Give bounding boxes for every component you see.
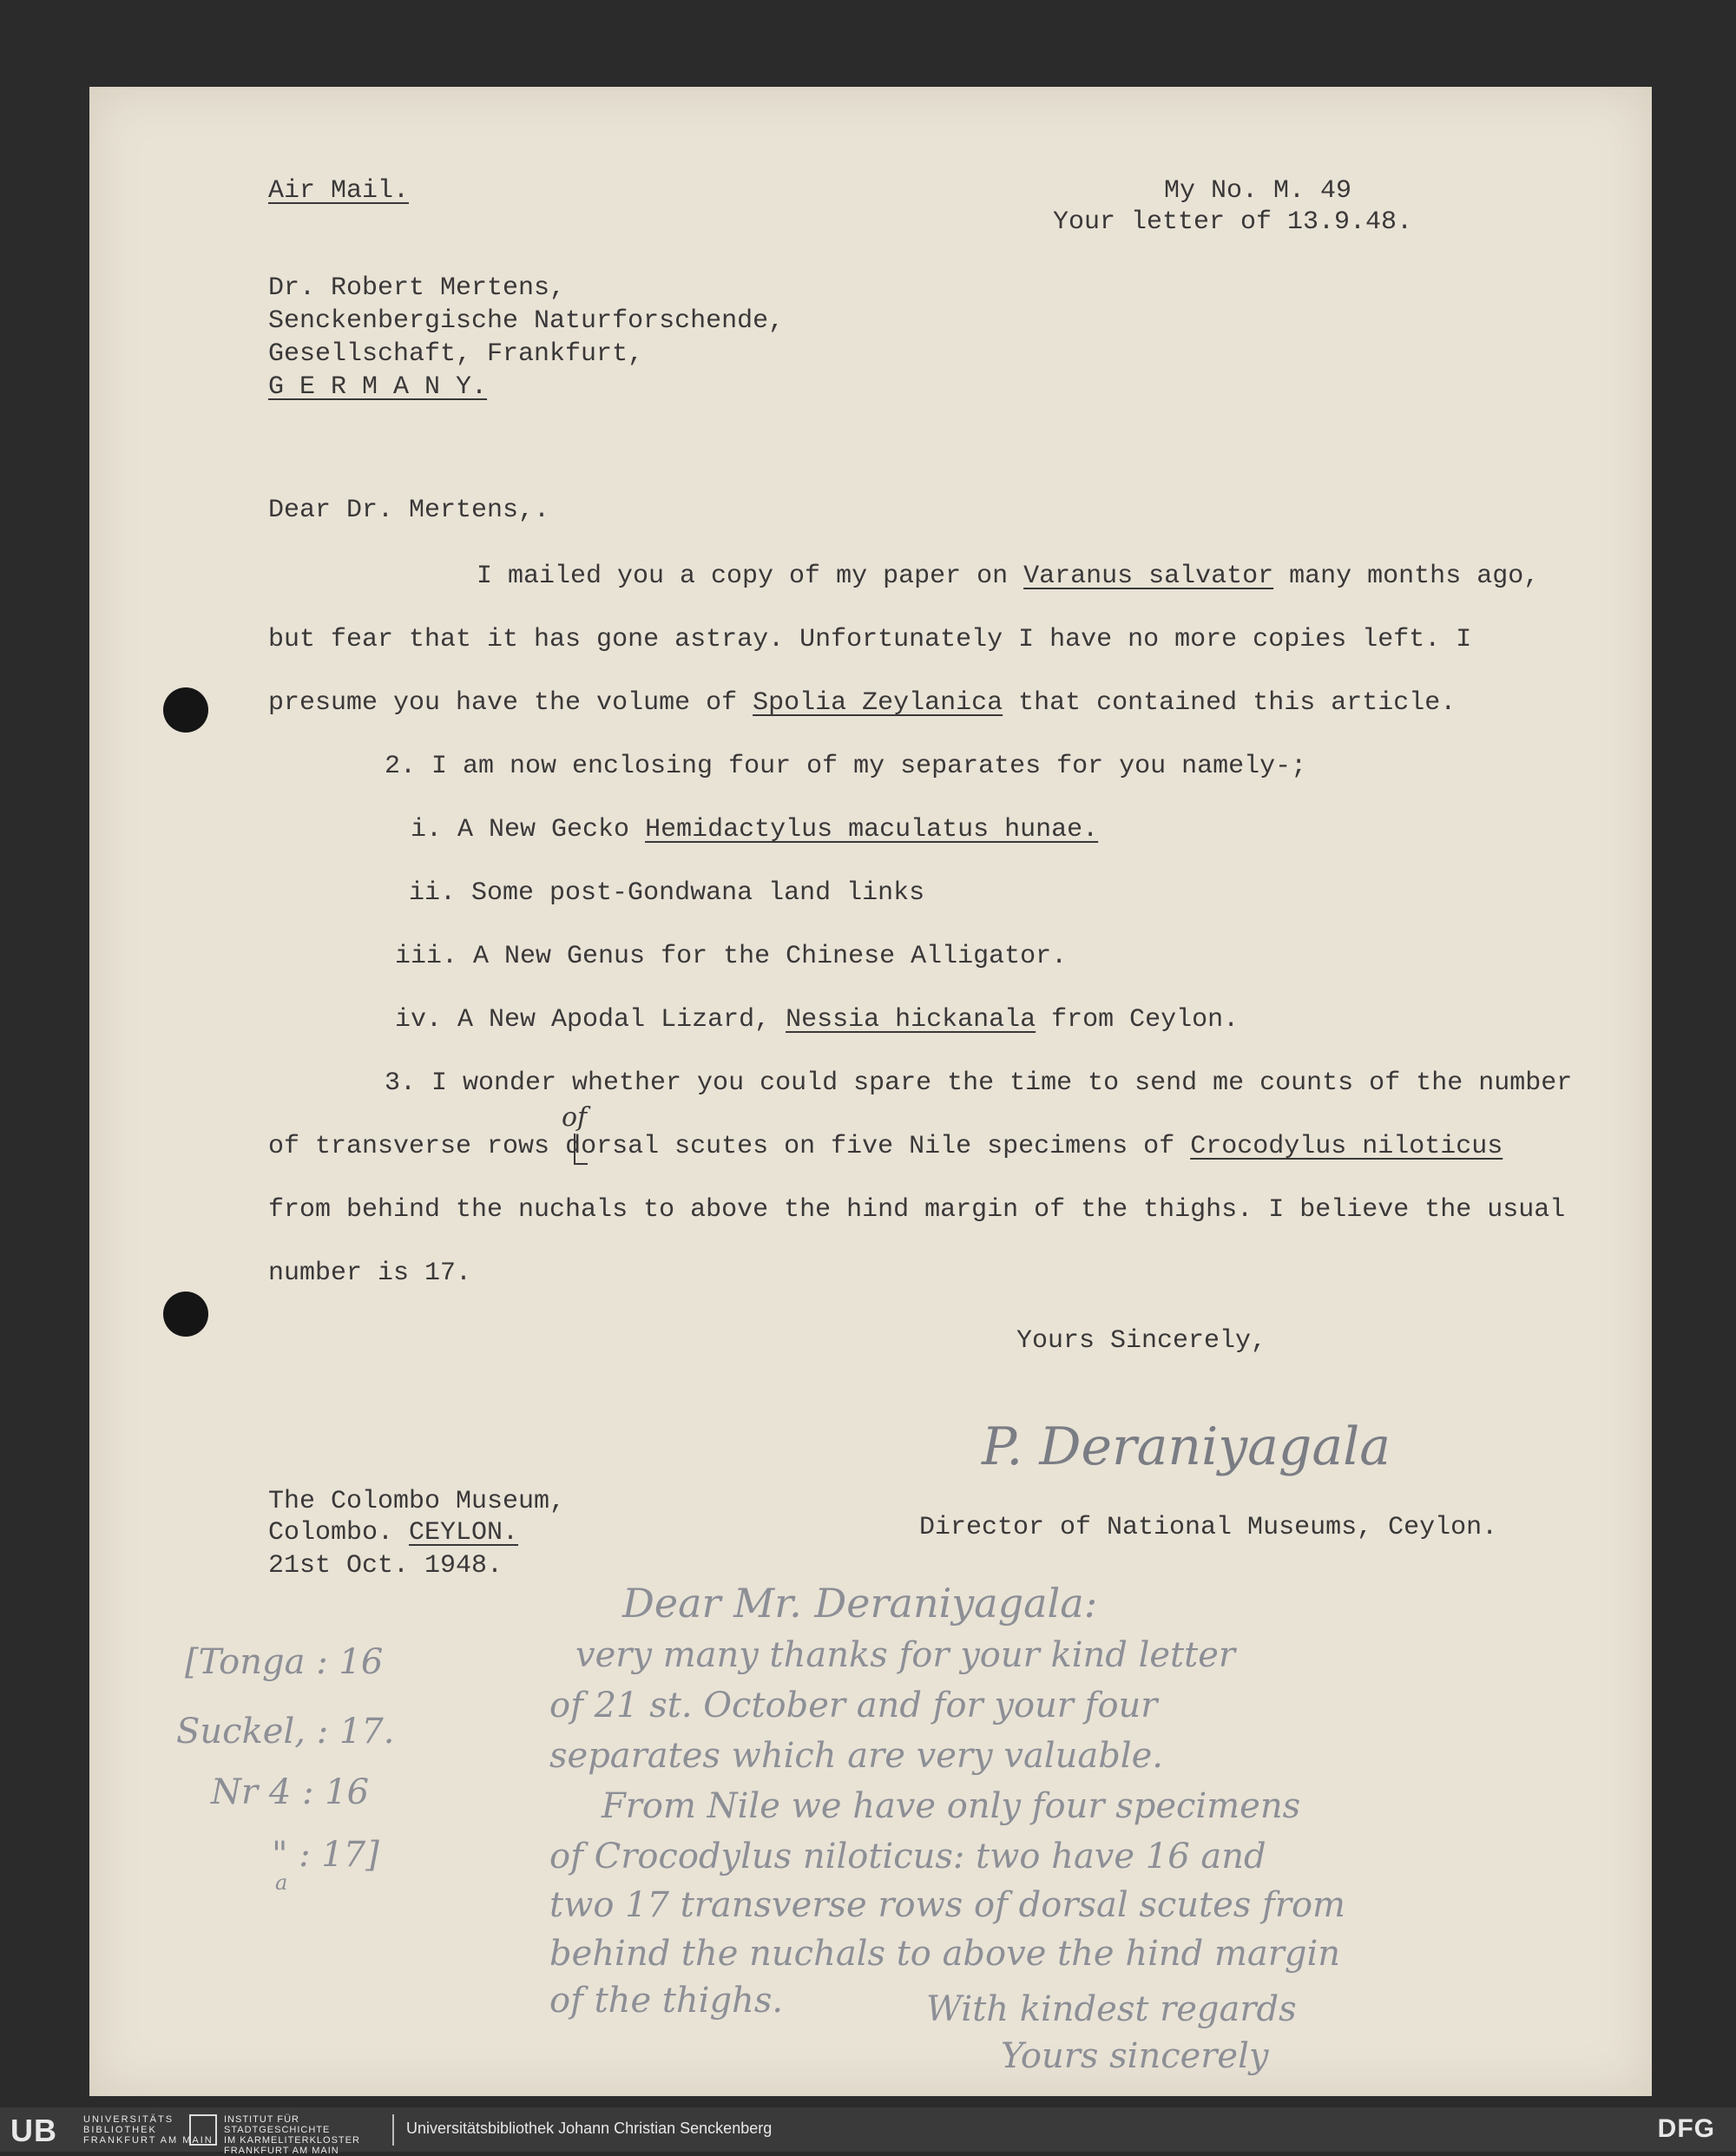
library-name: Universitätsbibliothek Johann Christian Senckenberg — [406, 2120, 773, 2137]
para3-line2: of transverse rows dorsal scutes on five Nile specimens of Crocodylus niloticus — [268, 1132, 1503, 1161]
address-line-1: Dr. Robert Mertens, — [268, 273, 566, 303]
reply-line-8: behind the nuchals to above the hind margin — [549, 1934, 1341, 1974]
closing: Yours Sincerely, — [1016, 1326, 1267, 1356]
reply-line-5: From Nile we have only four specimens — [602, 1786, 1301, 1826]
para1-line3: presume you have the volume of Spolia Zeylanica that contained this article. — [268, 688, 1457, 718]
para1-line1: I mailed you a copy of my paper on Varanus salvator many months ago, — [477, 562, 1540, 591]
reply-line-6: of Crocodylus niloticus: two have 16 and — [549, 1837, 1266, 1877]
salutation: Dear Dr. Mertens,. — [268, 496, 550, 525]
reference-letter: Your letter of 13.9.48. — [1053, 207, 1413, 237]
reply-line-11: Yours sincerely — [1001, 2036, 1269, 2076]
reply-line-4: separates which are very valuable. — [549, 1736, 1163, 1776]
punch-hole-top — [163, 687, 208, 733]
dfg-logo: DFG — [1657, 2114, 1715, 2143]
list-item-iii: iii. A New Genus for the Chinese Alligator. — [395, 942, 1068, 971]
ub-logo: UB — [10, 2113, 57, 2148]
letter-page — [89, 87, 1652, 2096]
species-hemidactylus: Hemidactylus maculatus hunae. — [645, 815, 1099, 845]
institute-logo-text: INSTITUT FÜR STADTGESCHICHTE IM KARMELITERKLOSTER FRANKFURT AM MAIN — [224, 2114, 360, 2156]
note-ditto-2: a — [275, 1870, 288, 1895]
address-country: G E R M A N Y. — [268, 372, 488, 402]
note-tonga: [Tonga : 16 — [185, 1642, 384, 1682]
reply-line-2: very many thanks for your kind letter — [575, 1635, 1235, 1675]
ub-logo-text: UNIVERSITÄTS BIBLIOTHEK FRANKFURT AM MAIN — [83, 2114, 214, 2146]
para3-line3: from behind the nuchals to above the hind margin of the thighs. I believe the usual — [268, 1195, 1566, 1225]
footer-bar — [0, 2107, 1736, 2156]
para3-line1: 3. I wonder whether you could spare the time to send me counts of the number — [385, 1068, 1573, 1098]
species-varanus: Varanus salvator — [1023, 562, 1274, 591]
reply-line-3: of 21 st. October and for your four — [549, 1686, 1158, 1725]
para2: 2. I am now enclosing four of my separates for you namely-; — [385, 752, 1307, 781]
journal-spolia: Spolia Zeylanica — [753, 688, 1003, 718]
list-item-iv: iv. A New Apodal Lizard, Nessia hickanala from Ceylon. — [395, 1005, 1240, 1035]
letter-date: 21st Oct. 1948. — [268, 1551, 503, 1581]
para1-line2: but fear that it has gone astray. Unfortunately I have no more copies left. I — [268, 625, 1472, 654]
note-nr4: Nr 4 : 16 — [211, 1772, 370, 1812]
reply-line-1: Dear Mr. Deraniyagala: — [622, 1580, 1098, 1627]
punch-hole-bottom — [163, 1292, 208, 1337]
species-crocodylus: Crocodylus niloticus — [1190, 1132, 1503, 1161]
reference-number: My No. M. 49 — [1164, 176, 1352, 206]
note-suckel: Suckel, : 17. — [176, 1712, 395, 1752]
institute-icon — [189, 2114, 217, 2146]
address-line-2: Senckenbergische Naturforschende, — [268, 306, 785, 336]
note-ditto: " : 17] — [272, 1835, 379, 1875]
sender-line-2: Colombo. CEYLON. — [268, 1518, 519, 1548]
director-title: Director of National Museums, Ceylon. — [919, 1513, 1498, 1542]
sender-line-1: The Colombo Museum, — [268, 1487, 566, 1516]
para3-line4: number is 17. — [268, 1259, 472, 1288]
address-line-3: Gesellschaft, Frankfurt, — [268, 339, 644, 369]
footer-separator — [392, 2114, 394, 2146]
list-item-ii: ii. Some post-Gondwana land links — [409, 878, 925, 908]
species-nessia: Nessia hickanala — [786, 1005, 1036, 1035]
reply-line-9: of the thighs. — [549, 1981, 784, 2021]
signature: P. Deraniyagala — [982, 1417, 1391, 1477]
reply-line-10: With kindest regards — [926, 1989, 1297, 2029]
reply-line-7: two 17 transverse rows of dorsal scutes from — [549, 1885, 1345, 1925]
list-item-i: i. A New Gecko Hemidactylus maculatus hunae. — [411, 815, 1099, 845]
air-mail-label: Air Mail. — [268, 176, 410, 206]
handwritten-insert-of: of — [562, 1102, 588, 1133]
